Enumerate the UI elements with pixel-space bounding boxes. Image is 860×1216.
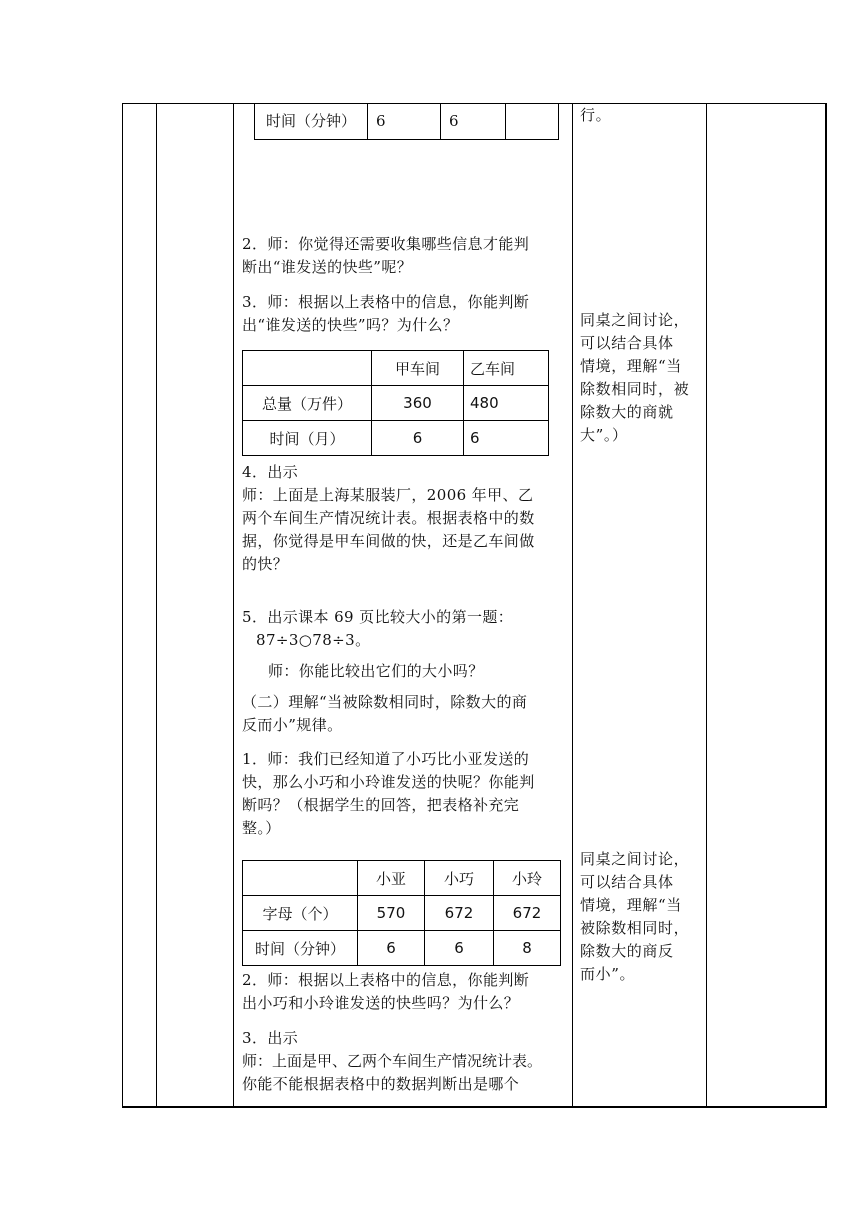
column-divider-3 xyxy=(572,103,573,1108)
text-line: 情境，理解“当 xyxy=(580,896,682,914)
text-line: 5．出示课本 69 页比较大小的第一题： xyxy=(242,608,514,626)
text-line: 3．师：根据以上表格中的信息，你能判断 xyxy=(242,293,530,311)
text-line: 反而小”规律。 xyxy=(242,716,343,734)
text-line: 出小巧和小玲谁发送的快些吗？为什么？ xyxy=(242,994,520,1012)
text-line: 可以结合具体 xyxy=(580,334,674,352)
part-2-question-3 xyxy=(242,1027,568,1096)
text-line: 被除数相同时， xyxy=(580,919,690,937)
part-2-question-2 xyxy=(242,969,568,1015)
text-line: 出“谁发送的快些”吗？为什么？ xyxy=(242,316,459,334)
text-line: 2．师：你觉得还需要收集哪些信息才能判 xyxy=(242,235,530,253)
text-line: 师：你能比较出它们的大小吗？ xyxy=(268,662,484,680)
part-2-question-1 xyxy=(242,748,568,840)
side-note-top: 行。 xyxy=(580,106,612,124)
text-line: 可以结合具体 xyxy=(580,873,674,891)
text-line: 你能不能根据表格中的数据判断出是哪个 xyxy=(242,1075,520,1093)
kids-table xyxy=(242,860,561,966)
top-time-table xyxy=(254,103,559,140)
table-cell: 8 xyxy=(494,931,561,966)
table-header-cell: 小玲 xyxy=(494,861,561,896)
text-line: 断吗？（根据学生的回答，把表格补充完 xyxy=(242,796,520,814)
text-line: 而小”。 xyxy=(580,965,636,983)
table-cell: 6 xyxy=(372,421,464,456)
row-label: 时间（分钟） xyxy=(243,931,358,966)
table-row xyxy=(243,931,561,966)
table-row xyxy=(243,386,549,421)
text-line: 断出“谁发送的快些”呢？ xyxy=(242,258,413,276)
text-line: 4．出示 xyxy=(242,463,299,481)
question-2 xyxy=(242,233,568,279)
side-note-1 xyxy=(580,309,704,447)
table-cell: 6 xyxy=(358,931,425,966)
table-cell: 360 xyxy=(372,386,464,421)
text-line: 除数相同时，被 xyxy=(580,380,690,398)
math-expression: 87÷3○78÷3。 xyxy=(256,631,371,649)
column-divider-4 xyxy=(706,103,707,1108)
text-line: 快，那么小巧和小玲谁发送的快呢？你能判 xyxy=(242,773,535,791)
column-divider-1 xyxy=(156,103,157,1108)
table-header-cell: 小巧 xyxy=(425,861,494,896)
top-table-cell: 6 xyxy=(441,103,506,139)
text-line: 两个车间生产情况统计表。根据表格中的数 xyxy=(242,509,535,527)
row-label: 总量（万件） xyxy=(243,386,372,421)
text-line: 1．师：我们已经知道了小巧比小亚发送的 xyxy=(242,750,530,768)
text-line: 师：上面是上海某服装厂，2006 年甲、乙 xyxy=(242,486,534,504)
top-table-cell: 6 xyxy=(368,103,441,139)
text-line: 3．出示 xyxy=(242,1029,299,1047)
top-table-cell xyxy=(506,103,559,139)
table-row xyxy=(243,421,549,456)
column-divider-2 xyxy=(233,103,234,1108)
text-line: 据，你觉得是甲车间做的快，还是乙车间做 xyxy=(242,532,535,550)
text-line: 同桌之间讨论， xyxy=(580,850,690,868)
side-note-2 xyxy=(580,848,704,986)
table-header-cell xyxy=(243,351,372,386)
item-5 xyxy=(242,606,568,683)
text-line: 情境，理解“当 xyxy=(580,357,682,375)
item-4 xyxy=(242,461,568,576)
table-cell: 6 xyxy=(464,421,549,456)
table-cell: 570 xyxy=(358,896,425,931)
top-table-label: 时间（分钟） xyxy=(255,103,368,139)
text-line: 整。） xyxy=(242,819,281,837)
text-line: 的快？ xyxy=(242,555,289,573)
question-3 xyxy=(242,291,568,337)
row-label: 字母（个） xyxy=(243,896,358,931)
table-cell: 672 xyxy=(425,896,494,931)
table-header-cell xyxy=(243,861,358,896)
text-line: 除数大的商就 xyxy=(580,403,674,421)
row-label: 时间（月） xyxy=(243,421,372,456)
table-header-cell: 乙车间 xyxy=(464,351,549,386)
table-header-cell: 小亚 xyxy=(358,861,425,896)
table-cell: 480 xyxy=(464,386,549,421)
part-2-heading xyxy=(242,691,568,737)
text-line: 师：上面是甲、乙两个车间生产情况统计表。 xyxy=(242,1052,543,1070)
text-line: 大”。） xyxy=(580,426,628,444)
text-line: 除数大的商反 xyxy=(580,942,674,960)
table-cell: 6 xyxy=(425,931,494,966)
table-header-cell: 甲车间 xyxy=(372,351,464,386)
table-cell: 672 xyxy=(494,896,561,931)
text-line: 2．师：根据以上表格中的信息，你能判断 xyxy=(242,971,530,989)
table-row xyxy=(243,896,561,931)
text-line: 同桌之间讨论， xyxy=(580,311,690,329)
text-line: （二）理解“当被除数相同时，除数大的商 xyxy=(242,693,528,711)
workshop-table xyxy=(242,350,549,456)
